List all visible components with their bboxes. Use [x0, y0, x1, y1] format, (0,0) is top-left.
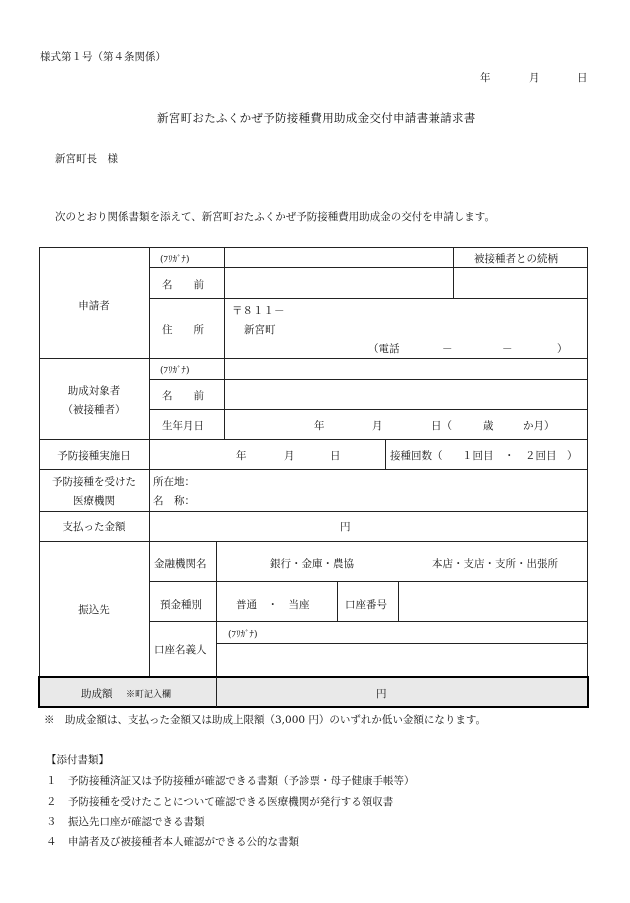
institution-sublabel: 医療機関: [73, 495, 115, 507]
phone-close: ）: [557, 343, 568, 355]
institution-label: 予防接種を受けた: [52, 476, 136, 488]
applicant-address-label: 住 所: [162, 324, 204, 336]
subject-section-sublabel: （被接種者）: [62, 404, 126, 416]
attachments-heading: 【添付書類】: [46, 754, 109, 766]
account-holder-label: 口座名義人: [154, 644, 207, 656]
attachment-item-2-num: ２: [46, 796, 57, 808]
dob-month: 月: [372, 420, 383, 432]
amount-paid-label: 支払った金額: [62, 521, 126, 533]
grant-unit: 円: [376, 688, 387, 700]
vaccination-year: 年: [236, 450, 247, 462]
amount-paid-unit: 円: [340, 521, 351, 533]
page-title: 新宮町おたふくかぜ予防接種費用助成金交付申請書兼請求書: [157, 111, 476, 125]
footnote: ※ 助成金額は、支払った金額又は助成上限額（3,000 円）のいずれか低い金額になります。: [44, 714, 487, 726]
form-number: 様式第１号（第４条関係）: [40, 51, 166, 63]
relation-field[interactable]: [454, 268, 587, 298]
date-year-label: 年: [480, 72, 491, 84]
subject-name-field[interactable]: [225, 380, 587, 409]
grant-box: [38, 676, 589, 708]
date-month-label: 月: [529, 72, 540, 84]
attachment-item-4-num: ４: [46, 836, 57, 848]
dob-label: 生年月日: [162, 420, 204, 432]
attachment-item-2: 予防接種を受けたことについて確認できる医療機関が発行する領収書: [68, 796, 394, 808]
deposit-type-options[interactable]: 普通 ・ 当座: [236, 599, 310, 611]
intro-text: 次のとおり関係書類を添えて、新宮町おたふくかぜ予防接種費用助成金の交付を申請します。: [55, 211, 495, 223]
attachment-item-1-num: １: [46, 775, 57, 787]
dob-day: 日（: [431, 420, 452, 432]
account-holder-furigana-label: (ﾌﾘｶﾞﾅ): [228, 630, 258, 640]
subject-furigana-field[interactable]: [225, 359, 587, 379]
applicant-furigana-field[interactable]: [225, 248, 452, 267]
account-holder-furigana-field[interactable]: [217, 622, 587, 643]
institution-name-label: 名 称：: [153, 495, 195, 507]
vaccination-day: 日: [330, 450, 341, 462]
vaccination-date-label: 予防接種実施日: [57, 450, 131, 462]
address-town: 新宮町: [244, 324, 276, 336]
dose-count-label: 接種回数（: [390, 450, 443, 462]
phone-dash-2: －: [502, 343, 513, 355]
subject-furigana-label: (ﾌﾘｶﾞﾅ): [160, 366, 190, 376]
subject-section-label: 助成対象者: [67, 385, 121, 397]
grant-label: 助成額: [81, 688, 113, 700]
bank-types: 銀行・金庫・農協: [270, 558, 354, 570]
deposit-type-label: 預金種別: [160, 599, 202, 611]
phone-dash-1: －: [442, 343, 453, 355]
subject-name-label: 名 前: [162, 390, 204, 402]
transfer-section-label: 振込先: [78, 604, 110, 616]
applicant-section-label: 申請者: [78, 300, 110, 312]
attachment-item-3-num: ３: [46, 816, 57, 828]
applicant-name-field[interactable]: [225, 268, 452, 298]
account-holder-field[interactable]: [217, 644, 587, 676]
dose-count-options[interactable]: １回目 ・ ２回目 ）: [462, 450, 578, 462]
amount-paid-field[interactable]: [150, 512, 587, 541]
attachment-item-4: 申請者及び被接種者本人確認ができる公的な書類: [68, 836, 299, 848]
relation-label: 被接種者との続柄: [474, 253, 558, 265]
institution-location-label: 所在地：: [153, 476, 195, 488]
grant-note: ※町記入欄: [126, 690, 172, 700]
applicant-furigana-label: (ﾌﾘｶﾞﾅ): [160, 255, 190, 265]
account-number-label: 口座番号: [345, 599, 387, 611]
phone-label: （電話: [368, 343, 400, 355]
date-day-label: 日: [577, 72, 588, 84]
vaccination-date-field[interactable]: [150, 440, 385, 469]
vaccination-month: 月: [284, 450, 295, 462]
applicant-name-label: 名 前: [162, 279, 204, 291]
dob-year: 年: [314, 420, 325, 432]
account-number-field[interactable]: [399, 582, 587, 621]
dob-age: 歳: [483, 420, 494, 432]
addressee: 新宮町長 様: [55, 153, 118, 165]
postal-code-prefix: 〒８１１－: [232, 305, 285, 317]
branch-types: 本店・支店・支所・出張所: [432, 558, 558, 570]
attachment-item-1: 予防接種済証又は予防接種が確認できる書類（予診票・母子健康手帳等）: [68, 775, 415, 787]
bank-name-label: 金融機関名: [154, 558, 207, 570]
institution-field[interactable]: [200, 470, 586, 510]
attachment-item-3: 振込先口座が確認できる書類: [68, 816, 205, 828]
dob-months: か月）: [523, 420, 555, 432]
